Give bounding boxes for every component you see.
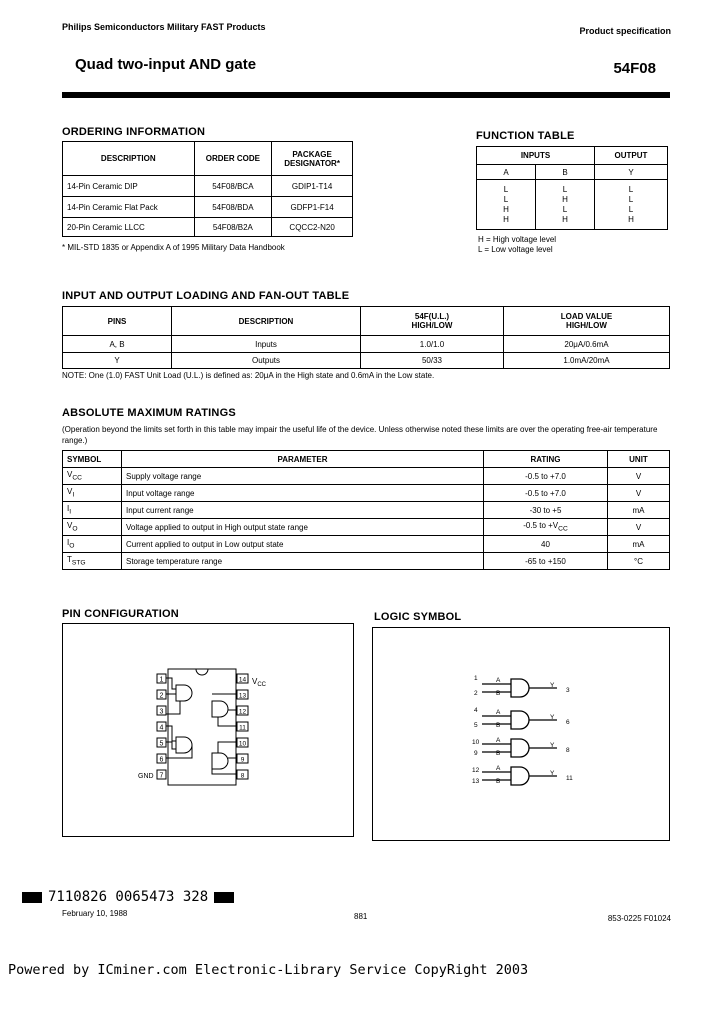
document-title: Quad two-input AND gate — [75, 56, 257, 73]
ratings-intro: (Operation beyond the limits set forth in this table may impair the useful life of the device. Unless otherwise noted these limits are over the operating free-air temperature range.) — [62, 425, 658, 445]
svg-text:A: A — [496, 737, 501, 744]
svg-text:9: 9 — [474, 750, 478, 757]
logic-gates — [482, 679, 557, 785]
svg-text:A: A — [496, 677, 501, 684]
company-header: Philips Semiconductors Military FAST Products — [62, 22, 266, 32]
svg-text:B: B — [496, 690, 501, 697]
col-b: B — [536, 165, 595, 180]
pin-number: 14 — [238, 676, 247, 684]
svg-text:1: 1 — [474, 675, 478, 682]
and-gate-2 — [511, 711, 529, 729]
pin-number: 12 — [238, 708, 247, 716]
col-a-values: L L H H — [477, 180, 536, 230]
ordering-footnote: * MIL-STD 1835 or Appendix A of 1995 Military Data Handbook — [62, 243, 285, 252]
legend-low: L = Low voltage level — [478, 245, 553, 254]
svg-text:6: 6 — [566, 719, 570, 726]
svg-text:5: 5 — [474, 722, 478, 729]
svg-text:11: 11 — [566, 775, 573, 782]
svg-text:A: A — [496, 709, 501, 716]
table-row: $V_{CC}$ Supply voltage range -0.5 to +7.0 V — [63, 468, 670, 485]
inputs-label: INPUTS — [477, 147, 595, 165]
gate-1-wires — [482, 684, 557, 692]
and-gate-symbol — [212, 753, 228, 769]
col-b-values: L H L H — [536, 180, 595, 230]
svg-text:4: 4 — [474, 707, 478, 714]
table-row: $T_{STG}$ Storage temperature range -65 to +150 °C — [63, 553, 670, 570]
pin-config-diagram — [62, 623, 352, 835]
pin-config-heading: PIN CONFIGURATION — [62, 608, 179, 620]
col-y-values: L L L H — [595, 180, 668, 230]
table-row: $I_I$ Input current range -30 to +5 mA — [63, 502, 670, 519]
gnd-label: GND — [138, 773, 154, 780]
pin-number: 2 — [159, 692, 164, 700]
dip-package — [168, 669, 236, 785]
ratings-table — [62, 450, 670, 570]
table-row: 14-Pin Ceramic DIP 54F08/BCA GDIP1-T14 — [63, 176, 353, 197]
gate-4-wires — [482, 772, 557, 780]
logic-symbol-heading: LOGIC SYMBOL — [374, 611, 462, 623]
svg-text:12: 12 — [472, 767, 480, 774]
gate-3-wires — [482, 744, 557, 752]
table-row: Y Outputs 50/33 1.0mA/20mA — [63, 353, 670, 369]
pin-number: 3 — [159, 708, 164, 716]
svg-text:13: 13 — [472, 778, 480, 785]
table-row: $V_I$ Input voltage range -0.5 to +7.0 V — [63, 485, 670, 502]
barcode-block-right — [214, 892, 234, 903]
col-desc: DESCRIPTION — [172, 307, 361, 336]
spec-type: Product specification — [579, 26, 671, 36]
and-gate-symbol — [176, 737, 192, 753]
svg-text:Y: Y — [550, 770, 555, 777]
pin-number: 4 — [159, 724, 164, 732]
logic-symbol-diagram — [372, 627, 668, 839]
col-a: A — [477, 165, 536, 180]
barcode-number: 7110826 0065473 328 — [48, 889, 209, 905]
internal-gates — [166, 678, 237, 774]
col-order-code: ORDER CODE — [194, 142, 272, 176]
pin-number: 6 — [159, 756, 164, 764]
loading-table — [62, 306, 670, 369]
pin-number: 5 — [159, 740, 164, 748]
svg-text:B: B — [496, 750, 501, 757]
table-row: A, B Inputs 1.0/1.0 20μA/0.6mA — [63, 336, 670, 353]
col-pins: PINS — [63, 307, 172, 336]
col-description: DESCRIPTION — [63, 142, 195, 176]
col-parameter: PARAMETER — [122, 451, 484, 468]
svg-text:10: 10 — [472, 739, 480, 746]
svg-text:Y: Y — [550, 742, 555, 749]
svg-text:2: 2 — [474, 690, 478, 697]
svg-text:A: A — [496, 765, 501, 772]
pin-number: 13 — [238, 692, 247, 700]
pin1-notch — [196, 669, 208, 675]
col-y: Y — [595, 165, 668, 180]
table-row: $V_O$ Voltage applied to output in High output state range -0.5 to $+V_{CC}$ V — [63, 519, 670, 536]
svg-text:Y: Y — [550, 714, 555, 721]
right-pins — [237, 674, 248, 780]
footer-page: 881 — [354, 912, 368, 921]
loading-heading: INPUT AND OUTPUT LOADING AND FAN-OUT TABLE — [62, 290, 350, 302]
vcc-label: $V_{CC}$ — [252, 677, 267, 688]
svg-text:B: B — [496, 722, 501, 729]
barcode-block-left — [22, 892, 42, 903]
ordering-table — [62, 141, 353, 237]
pin-number: 11 — [239, 724, 246, 732]
pin-number: 10 — [238, 740, 247, 748]
pin-number: 8 — [240, 772, 245, 780]
function-table-heading: FUNCTION TABLE — [476, 130, 575, 142]
part-number: 54F08 — [613, 60, 656, 77]
header-rule — [62, 92, 670, 98]
svg-text:8: 8 — [566, 747, 570, 754]
table-row: $I_O$ Current applied to output in Low output state 40 mA — [63, 536, 670, 553]
output-label: OUTPUT — [595, 147, 668, 165]
and-gate-symbol — [176, 685, 192, 701]
legend-high: H = High voltage level — [478, 235, 557, 244]
ordering-heading: ORDERING INFORMATION — [62, 126, 206, 138]
and-gate-symbol — [212, 701, 228, 717]
table-row: 14-Pin Ceramic Flat Pack 54F08/BDA GDFP1-F14 — [63, 197, 353, 218]
footer-code: 853-0225 F01024 — [607, 914, 671, 923]
pin-number: 1 — [159, 676, 164, 684]
gate-wires — [212, 694, 237, 726]
loading-note: NOTE: One (1.0) FAST Unit Load (U.L.) is defined as: 20μA in the High state and 0.6mA in the Low state. — [62, 371, 435, 380]
footer-date: February 10, 1988 — [62, 909, 128, 918]
barcode-line — [22, 889, 234, 905]
table-row: 20-Pin Ceramic LLCC 54F08/B2A CQCC2-N20 — [63, 218, 353, 237]
svg-text:Y: Y — [550, 682, 555, 689]
and-gate-3 — [511, 739, 529, 757]
col-unit: UNIT — [608, 451, 670, 468]
gate-2-wires — [482, 716, 557, 724]
and-gate-4 — [511, 767, 529, 785]
col-symbol: SYMBOL — [63, 451, 122, 468]
col-54f: 54F(U.L.) HIGH/LOW — [361, 307, 504, 336]
powered-by-banner: Powered by ICminer.com Electronic-Library Service CopyRight 2003 — [8, 962, 529, 978]
col-rating: RATING — [484, 451, 608, 468]
pin-number: 7 — [159, 772, 164, 780]
svg-text:B: B — [496, 778, 501, 785]
pin-number: 9 — [240, 756, 245, 764]
svg-text:3: 3 — [566, 687, 570, 694]
left-pins — [157, 674, 166, 780]
col-load: LOAD VALUE HIGH/LOW — [504, 307, 670, 336]
and-gate-1 — [511, 679, 529, 697]
function-table — [476, 146, 668, 230]
col-package: PACKAGE DESIGNATOR* — [272, 142, 353, 176]
ratings-heading: ABSOLUTE MAXIMUM RATINGS — [62, 407, 236, 419]
